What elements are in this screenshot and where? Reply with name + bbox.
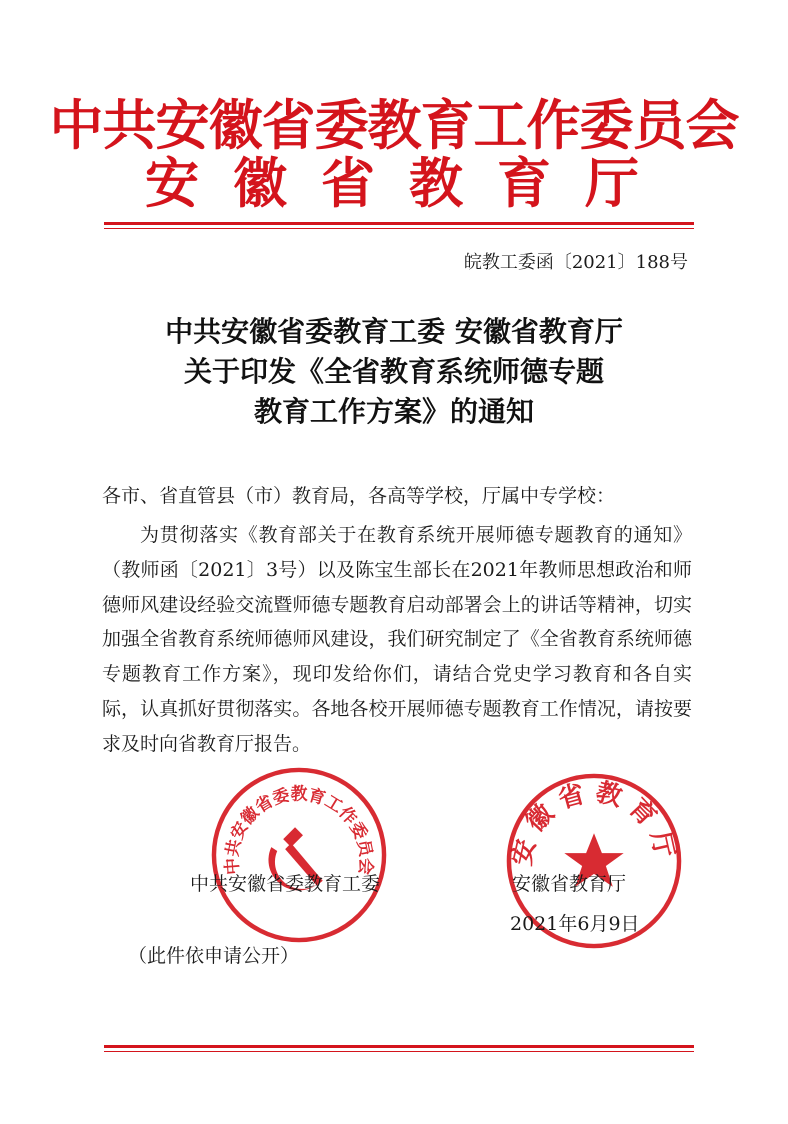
party-committee-seal [210, 766, 388, 944]
disclosure-note: （此件依申请公开） [128, 945, 300, 967]
signature-party-committee: 中共安徽省委教育工委 [190, 873, 381, 895]
document-title-line3: 教育工作方案》的通知 [253, 395, 534, 428]
body-paragraph: 为贯彻落实《教育部关于在教育系统开展师德专题教育的通知》（教师函〔2021〕3号）以及陈宝生部长在2021年教师思想政治和师德师风建设经验交流暨师德专题教育启动部署会上的讲话等精神，切实加强全省教育系统师德师风建设，我们研究制定了《全省教育系统师德专题教育工作方案》，现印发给你们，请结合党史学习教育和各自实际，认真抓好贯彻落实。各地各校开展师德专题教育工作情况，请按要求及时向省教育厅报告。 [102, 524, 692, 755]
footer-red-rule-thin [104, 1051, 694, 1052]
seal-right-text: 安徽省教育厅 [507, 777, 681, 869]
document-title-line2: 关于印发《全省教育系统师德专题 [183, 355, 604, 388]
header-red-rule-thick [104, 222, 694, 225]
document-number: 皖教工委函〔2021〕188号 [463, 252, 688, 273]
header-red-rule-thin [104, 228, 694, 229]
seal-left-text: 中共安徽省委教育工作委员会 [221, 783, 377, 876]
recipient-line: 各市、省直管县（市）教育局，各高等学校，厅属中专学校： [102, 485, 616, 507]
footer-red-rule-thick [104, 1045, 694, 1048]
issuer-title-line1: 中共安徽省委教育工作委员会 [49, 93, 739, 157]
document-title-line1: 中共安徽省委教育工委 安徽省教育厅 [165, 315, 623, 348]
signature-date: 2021年6月9日 [510, 913, 640, 935]
signature-education-department: 安徽省教育厅 [512, 873, 627, 895]
issuer-title-line2: 安徽省教育厅 [145, 151, 673, 215]
